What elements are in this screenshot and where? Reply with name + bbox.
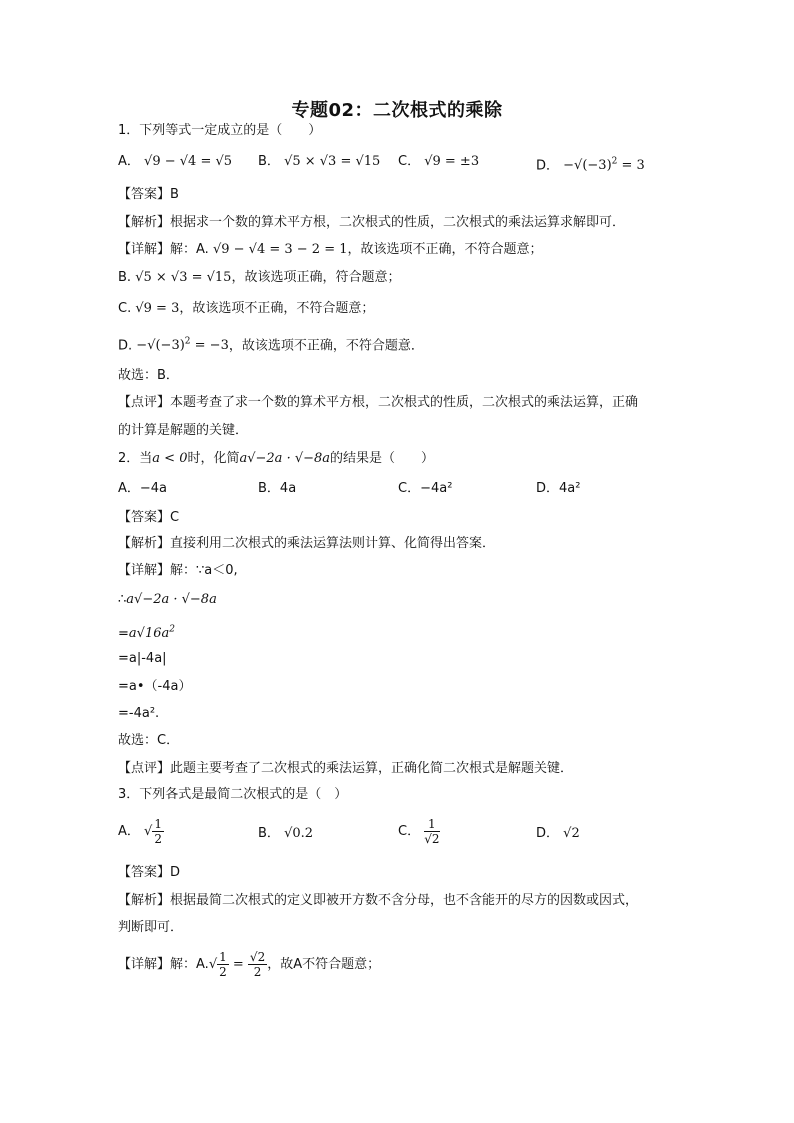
stem-text: 2．当: [118, 451, 153, 466]
q2-comment: 【点评】此题主要考查了二次根式的乘法运算，正确化简二次根式是解题关键．: [118, 761, 574, 776]
q1-option-b: [258, 153, 380, 171]
q1-analysis: 【解析】根据求一个数的算术平方根，二次根式的性质，二次根式的乘法运算求解即可．: [118, 215, 626, 230]
step-label: =: [118, 626, 129, 642]
detail-label: C.: [118, 301, 132, 316]
q3-analysis-line2: 判断即可．: [118, 920, 184, 935]
q2-step2: [118, 621, 175, 643]
math-expression: √9 = ±3: [424, 154, 480, 169]
math-expression: a√−2a · √−8a: [239, 451, 331, 466]
q2-option-d: D．4a²: [536, 481, 581, 496]
q3-stem: 3．下列各式是最简二次根式的是（ ）: [118, 787, 348, 802]
math-expression: $\frac{1}{√2}$: [424, 817, 440, 846]
option-label: C．: [398, 824, 421, 839]
q3-option-d: [536, 825, 580, 843]
q1-detail-d: [118, 333, 424, 355]
stem-text: 的结果是（ ）: [330, 451, 435, 466]
q1-comment-line2: 的计算是解题的关键．: [118, 423, 249, 438]
option-label: C．: [398, 154, 421, 169]
q2-option-a: A．−4a: [118, 481, 168, 496]
math-expression: √5 × √3 = √15: [135, 270, 232, 285]
q2-step1: [118, 591, 217, 609]
math-expression: a < 0: [152, 451, 188, 466]
math-expression: $-√(-3)^2 = -3$: [136, 337, 229, 354]
q1-comment-line1: 【点评】本题考查了求一个数的算术平方根，二次根式的性质，二次根式的乘法运算，正确: [118, 395, 639, 410]
q1-detail-a: [118, 241, 543, 259]
q2-detail: 【详解】解：∵a＜0,: [118, 563, 238, 578]
q1-detail-c: [118, 300, 374, 318]
q1-option-d: [536, 153, 645, 175]
option-label: D．: [536, 826, 560, 841]
option-label: B．: [258, 826, 280, 841]
q1-stem: 1．下列等式一定成立的是（ ）: [118, 123, 322, 138]
q3-option-b: [258, 825, 313, 843]
step-label: ∴: [118, 592, 127, 607]
page-title: 专题02：二次根式的乘除: [291, 100, 503, 121]
detail-text: ，故该选项不正确，不符合题意；: [347, 242, 543, 257]
math-expression: $a√16a^2$: [128, 625, 175, 642]
detail-label: 【详解】解：A.: [118, 957, 209, 972]
q3-option-a: [118, 817, 164, 846]
q3-option-c: [398, 817, 440, 846]
math-expression: √9 = 3: [135, 301, 180, 316]
math-expression: √2: [563, 826, 580, 841]
q1-option-c: [398, 153, 479, 171]
q2-option-c: C．−4a²: [398, 481, 453, 496]
math-expression: √5 × √3 = √15: [284, 154, 381, 169]
detail-text: ，故该选项不正确，不符合题意．: [228, 338, 424, 354]
detail-text: ，故该选项不正确，不符合题意；: [179, 301, 375, 316]
q2-choose: 故选：C．: [118, 733, 180, 748]
math-expression: √0.2: [284, 826, 314, 841]
math-expression: √9 − √4 = 3 − 2 = 1: [212, 242, 348, 257]
detail-label: 【详解】解：A.: [118, 242, 209, 257]
q2-answer: 【答案】C: [118, 510, 180, 525]
q1-answer: 【答案】B: [118, 187, 179, 202]
option-label: A．: [118, 824, 140, 839]
detail-label: D.: [118, 338, 133, 354]
q2-option-b: B．4a: [258, 481, 297, 496]
q3-answer: 【答案】D: [118, 865, 181, 880]
option-label: D．: [536, 158, 560, 174]
detail-label: B.: [118, 270, 132, 285]
math-expression: √ $\frac{1}{2}$: [144, 817, 162, 846]
math-expression: a√−2a · √−8a: [126, 592, 217, 607]
q2-step5: =-4a².: [118, 706, 160, 721]
q2-analysis: 【解析】直接利用二次根式的乘法运算法则计算、化简得出答案．: [118, 536, 496, 551]
q3-detail-a: [118, 950, 380, 979]
q2-stem: [118, 450, 434, 468]
q1-option-a: [118, 153, 232, 171]
q2-step4: =a•（-4a）: [118, 679, 192, 694]
option-label: B．: [258, 154, 280, 169]
detail-text: ，故A不符合题意；: [267, 957, 381, 972]
q1-choose: 故选：B．: [118, 368, 179, 383]
q1-detail-b: [118, 269, 400, 287]
detail-text: ，故该选项正确，符合题意；: [231, 270, 401, 285]
math-expression: √ $\frac{1}{2}$ = $\frac{√2}{2}$: [208, 950, 266, 979]
stem-text: 时，化简: [187, 451, 240, 466]
math-expression: √9 − √4 = √5: [144, 154, 233, 169]
math-expression: $-√(-3)^2 = 3$: [563, 157, 645, 174]
q3-analysis-line1: 【解析】根据最简二次根式的定义即被开方数不含分母，也不含能开的尽方的因数或因式，: [118, 893, 639, 908]
option-label: A．: [118, 154, 140, 169]
q2-step3: =a|-4a|: [118, 651, 167, 666]
